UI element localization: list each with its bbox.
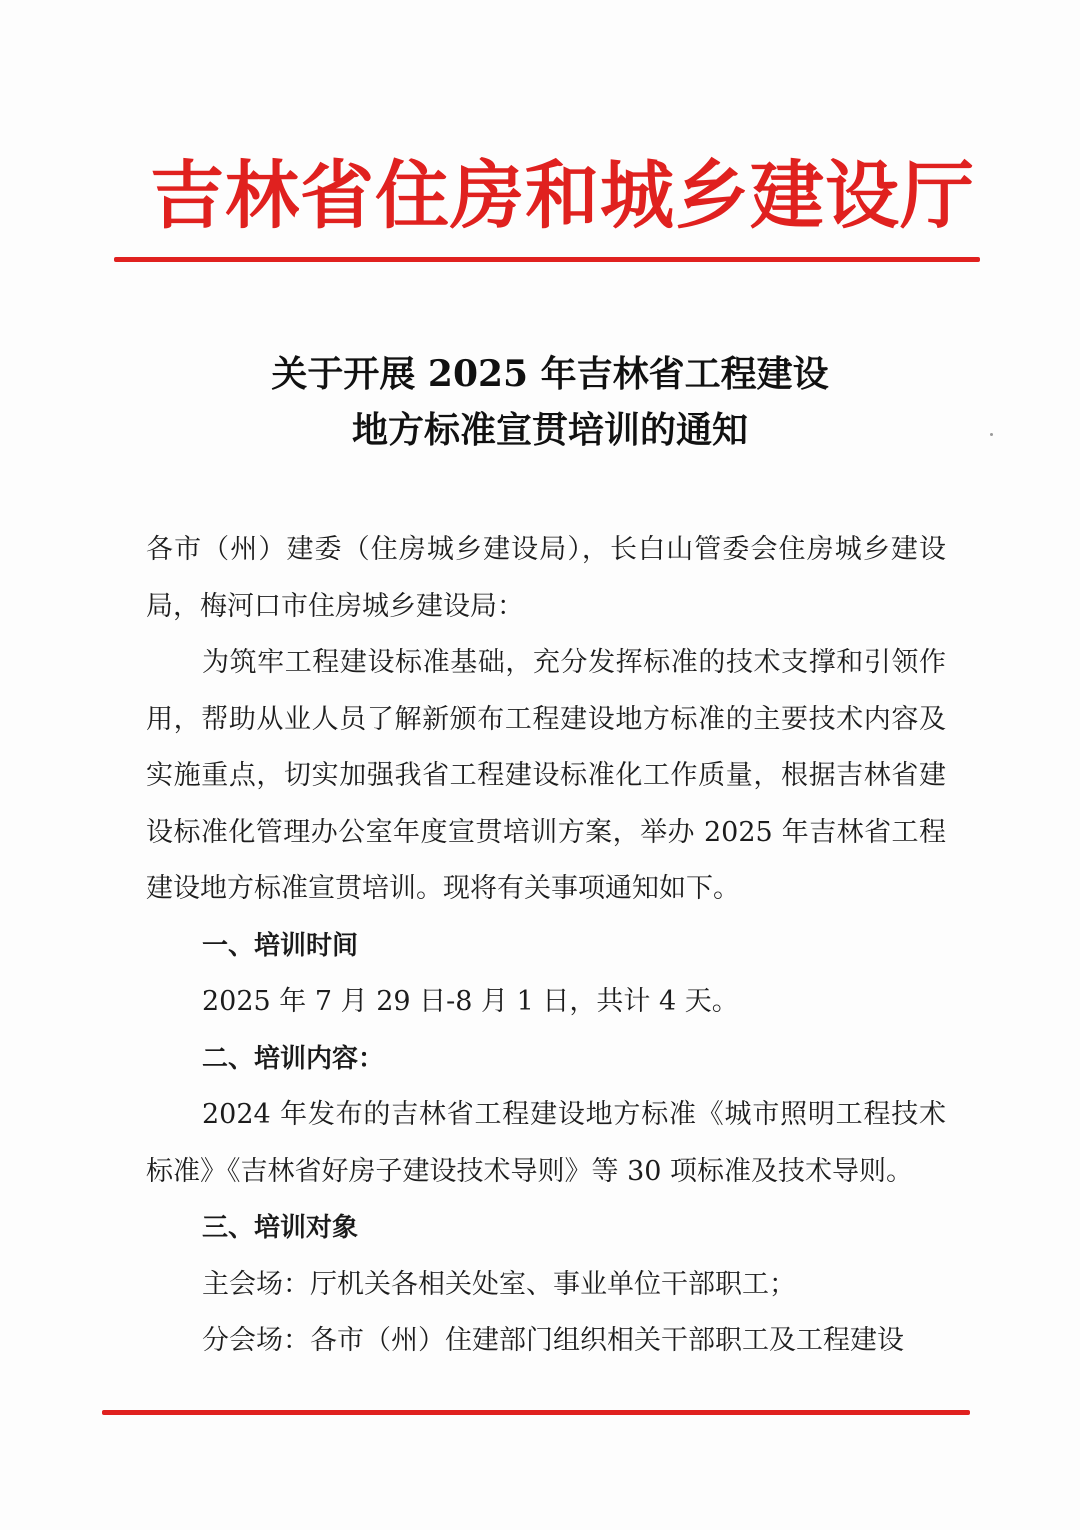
section-heading-time: 一、培训时间: [202, 930, 359, 961]
section-text-content: 2024 年发布的吉林省工程建设地方标准《城市照明工程技术标准》《吉林省好房子建设技术导则》等 30 项标准及技术导则。: [146, 1099, 946, 1187]
masthead-divider: [114, 257, 980, 262]
scan-speck: [990, 433, 993, 436]
notice-title: [140, 346, 960, 458]
addressee-paragraph: 各市（州）建委（住房城乡建设局），长白山管委会住房城乡建设局，梅河口市住房城乡建设局：: [146, 534, 946, 622]
footer-divider: [102, 1410, 970, 1415]
intro-paragraph: 为筑牢工程建设标准基础，充分发挥标准的技术支撑和引领作用，帮助从业人员了解新颁布工程建设地方标准的主要技术内容及实施重点，切实加强我省工程建设标准化工作质量，根据吉林省建设标准化管理办公室年度宣贯培训方案，举办 2025 年吉林省工程建设地方标准宣贯培训。现将有关事项通知如下。: [146, 647, 946, 904]
audience-branch-venue: 分会场：各市（州）住建部门组织相关干部职工及工程建设: [202, 1325, 904, 1356]
notice-title-line-2: 地方标准宣贯培训的通知: [351, 409, 748, 451]
audience-main-venue: 主会场：厅机关各相关处室、事业单位干部职工；: [202, 1268, 796, 1300]
section-heading-audience: 三、培训对象: [202, 1213, 359, 1243]
masthead-title: 吉林省住房和城乡建设厅: [150, 153, 975, 239]
section-text-time: 2025 年 7 月 29 日-8 月 1 日，共计 4 天。: [202, 986, 739, 1017]
section-heading-content: 二、培训内容：: [202, 1043, 385, 1074]
notice-title-line-1: 关于开展 2025 年吉林省工程建设: [271, 353, 829, 395]
notice-body: [146, 522, 946, 1370]
